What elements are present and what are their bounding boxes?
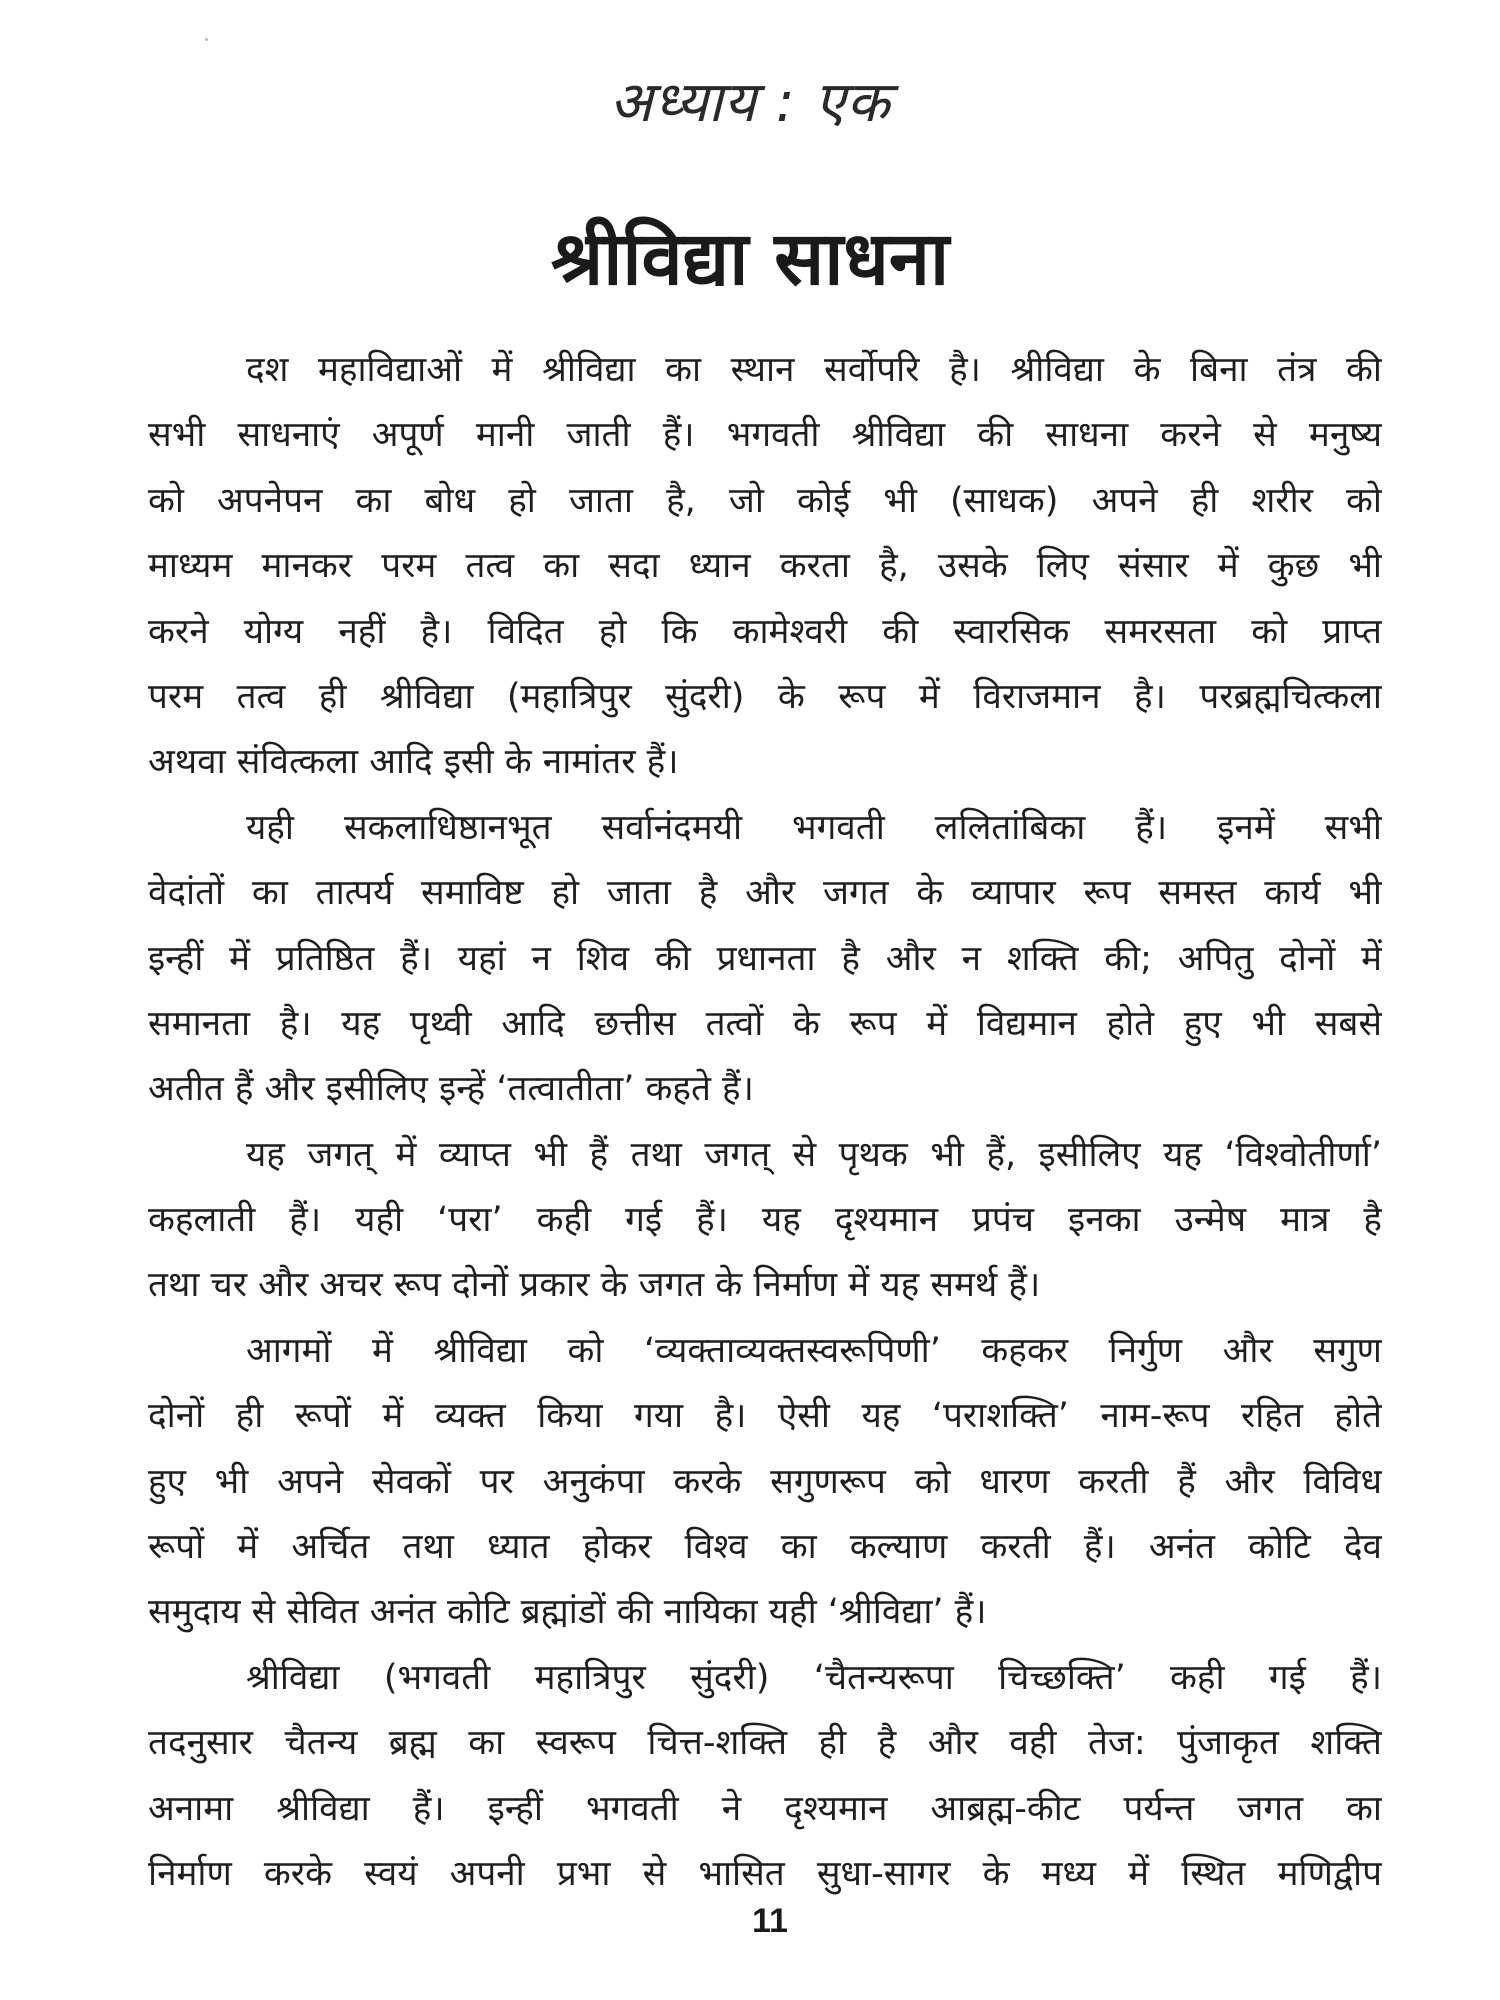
text-line: समानता है। यह पृथ्वी आदि छत्तीस तत्वों के रूप में विद्यमान होते हुए भी सबसे (148, 1003, 1382, 1044)
text-line: यही सकलाधिष्ठानभूत सर्वानंदमयी भगवती ललितांबिका हैं। इनमें सभी (246, 807, 1382, 848)
text-line: रूपों में अर्चित तथा ध्यात होकर विश्व का कल्याण करती हैं। अनंत कोटि देव (148, 1527, 1382, 1568)
text-line: यह जगत् में व्याप्त भी हैं तथा जगत् से पृथक भी हैं, इसीलिए यह ‘विश्वोतीर्णा’ (246, 1134, 1382, 1175)
text-line: श्रीविद्या (भगवती महात्रिपुर सुंदरी) ‘चैतन्यरूपा चिच्छक्ति’ कही गई हैं। (246, 1657, 1382, 1698)
paragraph-4 (148, 1319, 1382, 1646)
text-line: कहलाती हैं। यही ‘परा’ कही गई हैं। यह दृश्यमान प्रपंच इनका उन्मेष मात्र है (148, 1200, 1382, 1241)
text-line: तथा चर और अचर रूप दोनों प्रकार के जगत के निर्माण में यह समर्थ हैं। (148, 1265, 1041, 1306)
paragraph-3 (148, 1123, 1382, 1319)
chapter-label: अध्याय : एक (609, 70, 891, 135)
paragraph-1 (148, 338, 1382, 796)
text-line: वेदांतों का तात्पर्य समाविष्ट हो जाता है और जगत के व्यापार रूप समस्त कार्य भी (148, 873, 1382, 914)
text-line: को अपनेपन का बोध हो जाता है, जो कोई भी (साधक) अपने ही शरीर को (148, 480, 1382, 521)
text-line: तदनुसार चैतन्य ब्रह्म का स्वरूप चित्त-शक्ति ही है और वही तेज: पुंजाकृत शक्ति (148, 1723, 1382, 1764)
text-line: अथवा संवित्कला आदि इसी के नामांतर हैं। (148, 742, 679, 783)
text-line: अतीत हैं और इसीलिए इन्हें ‘तत्वातीता’ कहते हैं। (148, 1069, 754, 1110)
text-line: हुए भी अपने सेवकों पर अनुकंपा करके सगुणरूप को धारण करती हैं और विविध (148, 1461, 1382, 1502)
paragraph-2 (148, 796, 1382, 1123)
text-line: सभी साधनाएं अपूर्ण मानी जाती हैं। भगवती श्रीविद्या की साधना करने से मनुष्य (148, 415, 1382, 456)
text-line: करने योग्य नहीं है। विदित हो कि कामेश्वरी की स्वारसिक समरसता को प्राप्त (148, 611, 1382, 652)
text-line: दश महाविद्याओं में श्रीविद्या का स्थान सर्वोपरि है। श्रीविद्या के बिना तंत्र की (246, 350, 1382, 390)
text-line: माध्यम मानकर परम तत्व का सदा ध्यान करता है, उसके लिए संसार में कुछ भी (148, 546, 1382, 587)
text-line: अनामा श्रीविद्या हैं। इन्हीं भगवती ने दृश्यमान आब्रह्म-कीट पर्यन्त जगत का (148, 1788, 1382, 1829)
body-text (148, 338, 1382, 1907)
page-number: 11 (752, 1902, 788, 1940)
text-line: आगमों में श्रीविद्या को ‘व्यक्ताव्यक्तस्वरूपिणी’ कहकर निर्गुण और सगुण (246, 1330, 1382, 1371)
scan-speck (205, 38, 208, 41)
text-line: इन्हीं में प्रतिष्ठित हैं। यहां न शिव की प्रधानता है और न शक्ति की; अपितु दोनों में (148, 938, 1382, 979)
page-title: श्रीविद्या साधना (550, 216, 950, 302)
paragraph-5 (148, 1646, 1382, 1908)
text-line: निर्माण करके स्वयं अपनी प्रभा से भासित सुधा-सागर के मध्य में स्थित मणिद्वीप (148, 1853, 1382, 1894)
text-line: समुदाय से सेवित अनंत कोटि ब्रह्मांडों की नायिका यही ‘श्रीविद्या’ हैं। (148, 1592, 987, 1633)
text-line: परम तत्व ही श्रीविद्या (महात्रिपुर सुंदरी) के रूप में विराजमान है। परब्रह्मचित्कला (148, 676, 1382, 717)
text-line: दोनों ही रूपों में व्यक्त किया गया है। ऐसी यह ‘पराशक्ति’ नाम-रूप रहित होते (148, 1396, 1382, 1437)
